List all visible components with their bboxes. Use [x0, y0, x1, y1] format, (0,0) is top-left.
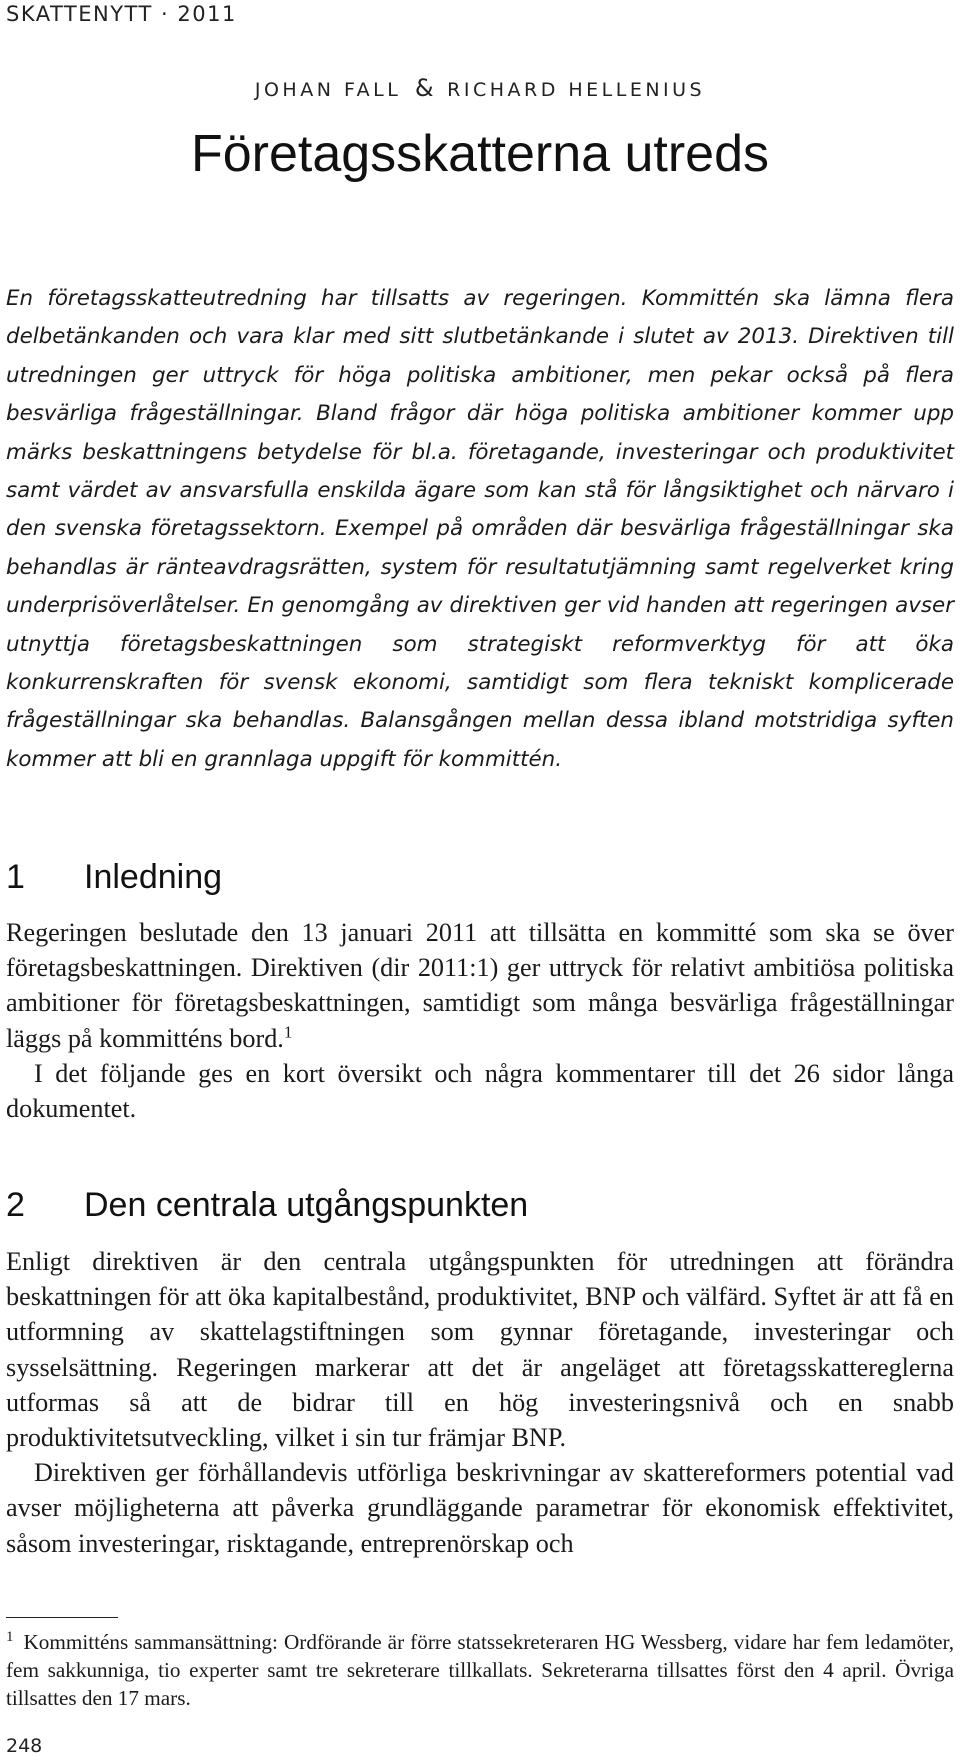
author-name: JOHAN FALL — [254, 79, 402, 101]
paragraph: Enligt direktiven är den centrala utgångspunkten för utredningen att förändra beskattningen för att öka kapitalbestånd, produktivitet, BNP och välfärd. Syftet är att få en utformning av skattelagstiftningen som gynnar företagande, investeringar och sysselsättning. Regeringen markerar att det är angeläget att företagsskattereglerna utformas så att de bidrar till en hög investeringsnivå och en snabb produktivitetsutveckling, vilket i sin tur främjar BNP. — [6, 1247, 954, 1453]
paragraph — [6, 915, 954, 1056]
footnote-number: 1 — [6, 1628, 14, 1645]
section-title: Inledning — [84, 858, 223, 896]
paragraph: I det följande ges en kort översikt och några kommentarer till det 26 sidor långa dokumentet. — [6, 1058, 954, 1124]
page-number: 248 — [6, 1735, 43, 1757]
article-abstract: En företagsskatteutredning har tillsatts av regeringen. Kommittén ska lämna flera delbetänkanden och vara klar med sitt slutbetänkande i slutet av 2013. Direktiven till utredningen ger uttryck för höga politiska ambitioner, men pekar också på flera besvärliga frågeställningar. Bland frågor där höga politiska ambitioner kommer upp märks beskattningens betydelse för bl.a. företagande, investeringar och produktivitet samt värdet av ansvarsfulla enskilda ägare som kan stå för långsiktighet och närvaro i den svenska företagssektorn. Exempel på områden där besvärliga frågeställningar ska behandlas är ränteavdragsrätten, system för resultatutjämning samt regelverket kring underprisöverlåtelser. En genomgång av direktiven ger vid handen att regeringen avser utnyttja företagsbeskattningen som strategiskt reformverktyg för att öka konkurrenskraften för svensk ekonomi, samtidigt som flera tekniskt komplicerade frågeställningar ska behandlas. Balansgången mellan dessa ibland motstridiga syften kommer att bli en grannlaga uppgift för kommittén. — [6, 286, 954, 772]
section-heading — [6, 858, 222, 897]
author-name: RICHARD HELLENIUS — [447, 79, 706, 101]
article-title: Företagsskatterna utreds — [190, 125, 770, 183]
paragraph: Direktiven ger förhållandevis utförliga beskrivningar av skattereformers potential vad avser möjligheterna att påverka grundläggande parametrar för ekonomisk effektivitet, såsom investeringar, risktagande, entreprenörskap och — [6, 1458, 954, 1558]
section-heading — [6, 1186, 528, 1225]
footnote-text: Kommitténs sammansättning: Ordförande är förre statssekreteraren HG Wessberg, vidare har fem ledamöter, fem sakkunniga, tio experter samt tre sekreterare tillkallats. Sekreterarna tillsattes först den 4 april. Övriga tillsattes den 17 mars. — [6, 1630, 954, 1710]
journal-header: SKATTENYTT · 2011 — [6, 2, 237, 26]
article-authors — [0, 74, 960, 102]
section-body — [6, 915, 954, 1126]
footnote-reference[interactable]: 1 — [283, 1021, 293, 1041]
paragraph-text: Regeringen beslutade den 13 januari 2011 att tillsätta en kommitté som ska se över företagsbeskattningen. Direktiven (dir 2011:1) ger uttryck för relativt ambitiösa politiska ambitioner för företagsbeskattningen, samtidigt som många besvärliga frågeställningar läggs på kommitténs bord. — [6, 918, 954, 1053]
section-number: 2 — [6, 1186, 25, 1224]
section-title: Den centrala utgångspunkten — [84, 1186, 529, 1224]
author-separator: & — [414, 74, 434, 102]
section-number: 1 — [6, 858, 25, 896]
footnote-divider — [6, 1617, 118, 1618]
section-body — [6, 1244, 954, 1561]
footnote — [6, 1628, 954, 1712]
